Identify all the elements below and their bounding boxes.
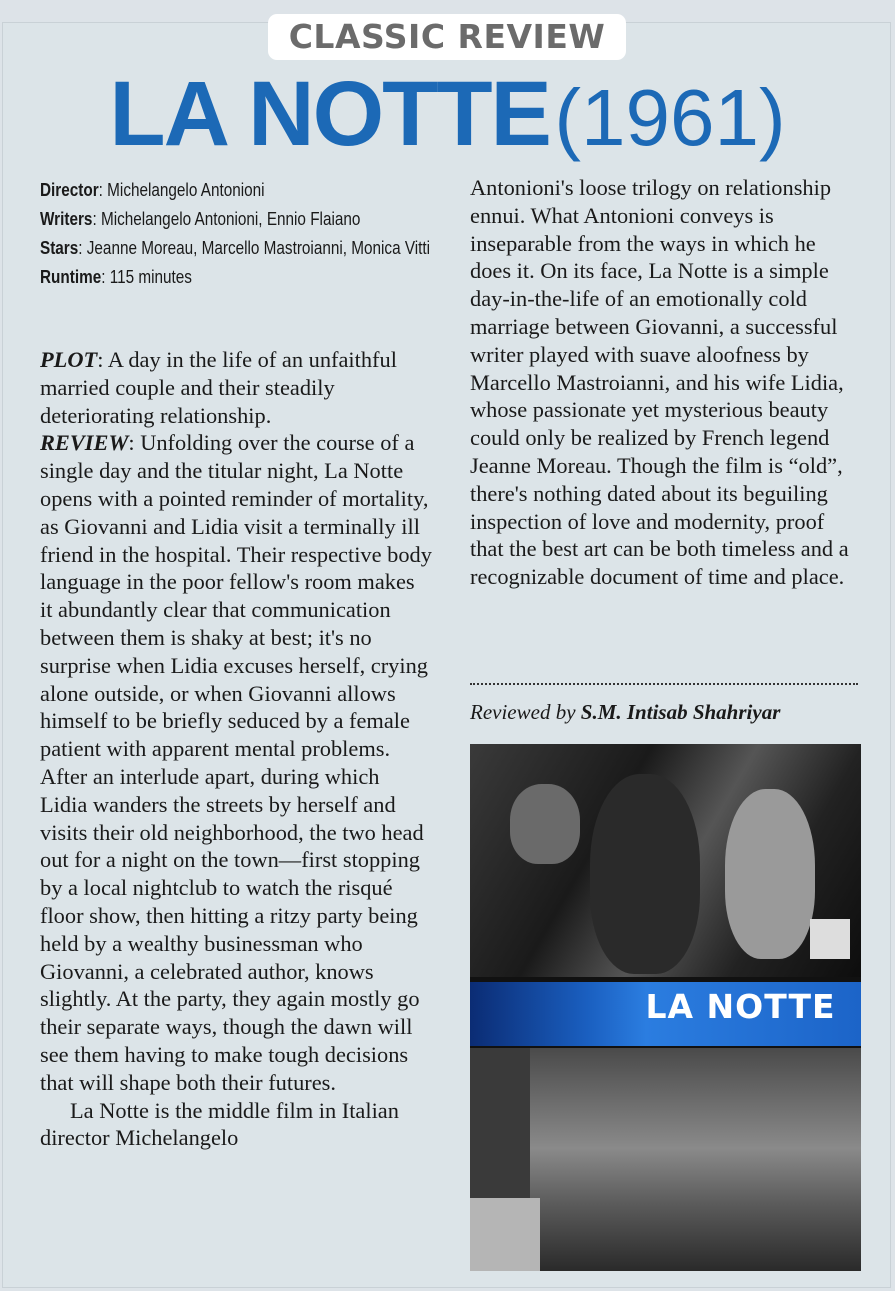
director-value: : Michelangelo Antonioni (98, 180, 265, 200)
review-paragraph (40, 429, 432, 1096)
dotted-divider (470, 683, 858, 687)
director-label: Director (40, 180, 99, 200)
stars-value: : Jeanne Moreau, Marcello Mastroianni, Monica Vitti (78, 238, 431, 258)
review-text: : Unfolding over the course of a single day and the titular night, La Notte opens with a pointed reminder of mortality, as Giovanni and Lidia visit a terminally ill friend in the hospital. Their respective body language in the poor fellow's room makes it abundantly clear that communication between them is shaky at best; it's no surprise when Lidia excuses herself, crying alone outside, or when Giovanni allows himself to be briefly seduced by a female patient with apparent mental problems. After an interlude apart, during which Lidia wanders the streets by herself and visits their old neighborhood, the two head out for a night on the town—first stopping by a local nightclub to watch the risqué floor show, then hitting a ritzy party being held by a wealthy businessman who Giovanni, a celebrated author, knows slightly. At the party, they again mostly go their separate ways, though the dawn will see them having to make tough decisions that will shape both their futures. (40, 430, 432, 1095)
stars-label: Stars (40, 238, 79, 258)
film-year: (1961) (554, 73, 786, 162)
credit-writers (40, 205, 440, 234)
credit-director (40, 176, 440, 205)
byline (470, 700, 780, 725)
film-title: LA NOTTE (109, 63, 550, 165)
review-label: REVIEW (40, 430, 129, 456)
poster-still-party (470, 1048, 861, 1271)
byline-author: S.M. Intisab Shahriyar (580, 700, 781, 724)
credit-runtime (40, 263, 440, 292)
writers-value: : Michelangelo Antonioni, Ennio Flaiano (92, 209, 361, 229)
left-column (40, 346, 432, 1152)
section-kicker: CLASSIC REVIEW (268, 14, 626, 60)
review-paragraph-2-cont: Antonioni's loose trilogy on relationship ennui. What Antonioni conveys is inseparable from the ways in which he does it. On its face, La Notte is a simple day-in-the-life of an emotionally cold marriage between Giovanni, a successful writer played with suave aloofness by Marcello Mastroianni, and his wife Lidia, whose passionate yet mysterious beauty could only be realized by French legend Jeanne Moreau. Though the film is “old”, there's nothing dated about its beguiling inspection of love and modernity, proof that the best art can be both timeless and a recognizable document of time and place. (470, 175, 849, 590)
film-poster-image (470, 744, 861, 1271)
byline-prefix: Reviewed by (470, 700, 581, 724)
plot-label: PLOT (40, 347, 98, 372)
credit-stars (40, 234, 440, 263)
runtime-label: Runtime (40, 267, 102, 287)
writers-label: Writers (40, 209, 93, 229)
right-column (470, 174, 862, 591)
runtime-value: : 115 minutes (101, 267, 192, 287)
poster-still-nightclub (470, 744, 861, 977)
plot-paragraph (40, 346, 432, 429)
plot-text: : A day in the life of an unfaithful married couple and their steadily deteriorating relationship. (40, 347, 397, 428)
article-title (0, 62, 895, 167)
poster-title: LA NOTTE (645, 987, 836, 1026)
film-credits (40, 176, 431, 292)
review-paragraph-2-start: La Notte is the middle film in Italian director Michelangelo (40, 1097, 399, 1151)
